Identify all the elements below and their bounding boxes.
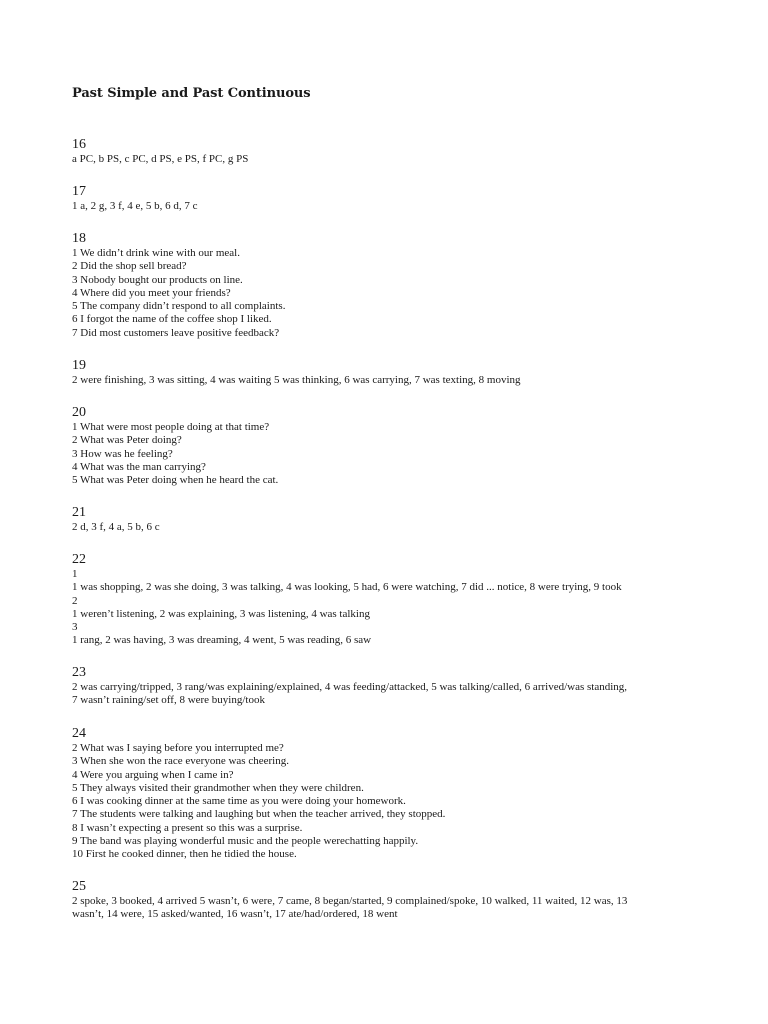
answer-line: 7 wasn’t raining/set off, 8 were buying/took <box>72 694 265 707</box>
answer-section-22 <box>72 552 712 648</box>
answer-line: 3 <box>72 621 78 634</box>
answer-line: 2 Did the shop sell bread? <box>72 260 187 273</box>
answer-line: 3 How was he feeling? <box>72 447 173 460</box>
answer-line: 8 I wasn’t expecting a present so this was a surprise. <box>72 821 303 834</box>
answer-line: 2 spoke, 3 booked, 4 arrived 5 wasn’t, 6 were, 7 came, 8 began/started, 9 complained/spoke, 10 walked, 11 waited, 12 was, 13 <box>72 895 628 907</box>
answer-section-20 <box>72 405 712 487</box>
answer-line: 1 was shopping, 2 was she doing, 3 was talking, 4 was looking, 5 had, 6 were watching, 7 did ... notice, 8 were trying, 9 took <box>72 581 622 594</box>
answer-line: 10 First he cooked dinner, then he tidied the house. <box>72 848 297 861</box>
answer-line: 1 a, 2 g, 3 f, 4 e, 5 b, 6 d, 7 c <box>72 200 198 212</box>
section-number: 21 <box>72 505 86 520</box>
page-title: Past Simple and Past Continuous <box>72 86 311 101</box>
section-number: 16 <box>72 137 86 152</box>
answer-line: 1 weren’t listening, 2 was explaining, 3 was listening, 4 was talking <box>72 607 370 620</box>
answer-line: 2 were finishing, 3 was sitting, 4 was waiting 5 was thinking, 6 was carrying, 7 was texting, 8 moving <box>72 374 521 386</box>
answer-line: 7 The students were talking and laughing but when the teacher arrived, they stopped. <box>72 808 446 821</box>
answer-line: 9 The band was playing wonderful music and the people werechatting happily. <box>72 835 419 848</box>
answer-line: 5 The company didn’t respond to all complaints. <box>72 300 286 313</box>
answer-line: 5 They always visited their grandmother when they were children. <box>72 781 364 794</box>
section-number: 25 <box>72 879 86 894</box>
answer-line: 2 was carrying/tripped, 3 rang/was explaining/explained, 4 was feeding/attacked, 5 was talking/called, 6 arrived/was standing, <box>72 681 628 693</box>
answer-section-23 <box>72 665 712 708</box>
answer-line: 1 What were most people doing at that time? <box>72 421 270 433</box>
section-number: 22 <box>72 552 86 567</box>
answer-section-24 <box>72 726 712 862</box>
answer-line: 4 Where did you meet your friends? <box>72 286 231 299</box>
answer-line: 6 I forgot the name of the coffee shop I liked. <box>72 313 272 326</box>
answer-section-16 <box>72 137 712 166</box>
answer-line: a PC, b PS, c PC, d PS, e PS, f PC, g PS <box>72 153 249 165</box>
answer-line: 7 Did most customers leave positive feedback? <box>72 326 280 339</box>
answer-section-18 <box>72 231 712 340</box>
answer-line: wasn’t, 14 were, 15 asked/wanted, 16 wasn’t, 17 ate/had/ordered, 18 went <box>72 908 398 921</box>
answer-line: 5 What was Peter doing when he heard the cat. <box>72 474 279 487</box>
answer-line: 2 What was Peter doing? <box>72 434 182 447</box>
answer-line: 6 I was cooking dinner at the same time as you were doing your homework. <box>72 795 406 808</box>
answer-section-17 <box>72 184 712 213</box>
section-number: 24 <box>72 726 86 741</box>
answer-line: 4 Were you arguing when I came in? <box>72 768 234 781</box>
section-number: 23 <box>72 665 86 680</box>
answer-line: 3 When she won the race everyone was cheering. <box>72 755 289 768</box>
answer-section-25 <box>72 879 712 922</box>
section-number: 20 <box>72 405 86 420</box>
section-number: 17 <box>72 184 86 199</box>
answer-line: 2 What was I saying before you interrupted me? <box>72 742 284 754</box>
answer-line: 1 rang, 2 was having, 3 was dreaming, 4 went, 5 was reading, 6 saw <box>72 634 372 647</box>
answer-line: 1 We didn’t drink wine with our meal. <box>72 247 240 259</box>
answer-line: 2 d, 3 f, 4 a, 5 b, 6 c <box>72 521 160 533</box>
answer-line: 3 Nobody bought our products on line. <box>72 273 243 286</box>
section-number: 19 <box>72 358 86 373</box>
section-number: 18 <box>72 231 86 246</box>
answer-line: 2 <box>72 594 78 607</box>
answer-section-21 <box>72 505 712 534</box>
answer-line: 4 What was the man carrying? <box>72 460 206 473</box>
answer-section-19 <box>72 358 712 387</box>
answer-line: 1 <box>72 568 78 580</box>
